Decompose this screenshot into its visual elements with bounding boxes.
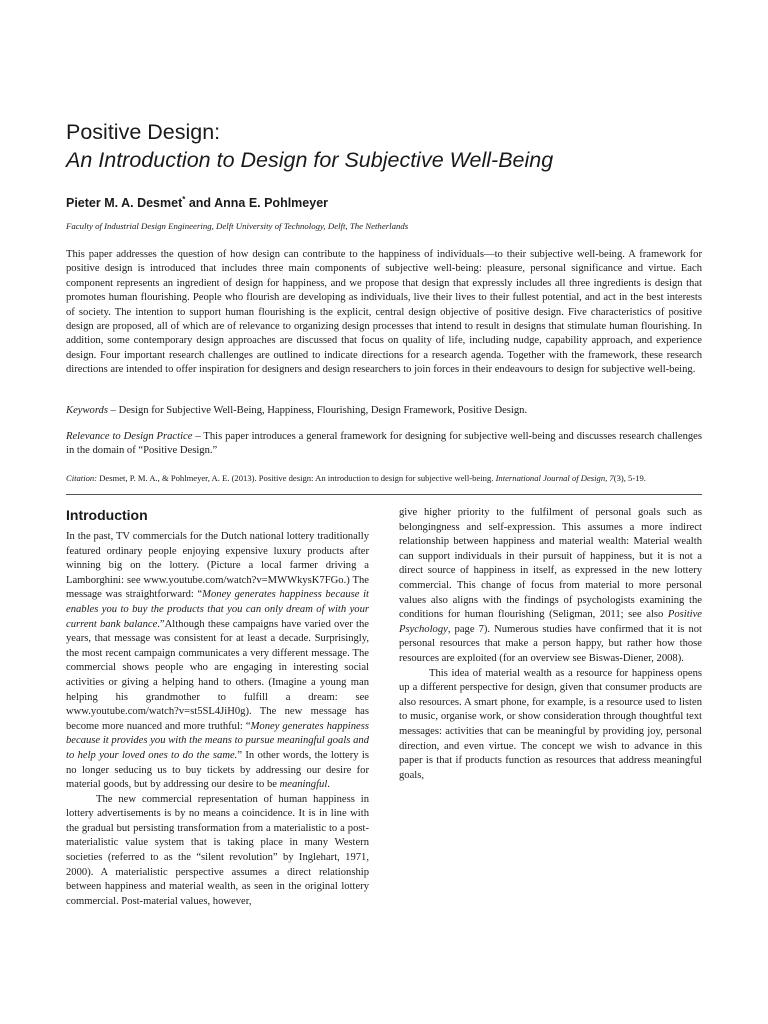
author-2: Anna E. Pohlmeyer [214, 196, 329, 211]
section-heading-introduction: Introduction [66, 507, 148, 523]
intro-p1-text-a: In the past, TV commercials for the Dutch national lottery traditionally featured ordinary people enjoying expensive luxury products after winning big on the lottery. (Picture a local farmer driving a Lamborghini: see www.youtube.com/watch?v=MWWkysK7FGo.) The message was straightforward: “ [66, 531, 369, 601]
intro-paragraph-4: This idea of material wealth as a resource for happiness opens up a different perspective for design, given that consumer products are also resources. A smart phone, for example, is a resource used to listen to music, organise work, or show consideration through thoughtful text messages: activities that can be meaningful by providing joy, personal direction, and even virtue. The concept we wish to advance in this paper is that if products function as resources that address meaningful goals, [399, 667, 702, 781]
citation-issue: (3), 5-19. [613, 473, 646, 483]
author-conjunction: and [185, 196, 215, 211]
citation-label: Citation: [66, 473, 98, 483]
intro-p3-text-c: , page 7). Numerous studies have confirmed that it is not personal resources that make a person happy, but rather how those resources are exploited (for an overview see Biswas-Diener, 2008). [399, 623, 702, 664]
author-line [66, 195, 328, 210]
intro-p1-text-c: .”Although these campaigns have varied over the years, that message was consistent for at least a decade. Surprisingly, the most recent campaign communicates a very different message. The commercial shows people who are engaging in interesting social activities or giving a helping hand to others. (Imagine a young man helping his grandmother to fulfill a dream: see www.youtube.com/watch?v=st5SL4JiH0g). The new message has become more nuanced and more truthful: “ [66, 618, 369, 732]
relevance-label: Relevance to Design Practice [66, 431, 193, 442]
abstract: This paper addresses the question of how design can contribute to the happiness of individuals—to their subjective well-being. A framework for positive design is introduced that includes three main components of subjective well-being: pleasure, personal significance and virtue. Each component represents an ingredient of design for happiness, and we propose that design that expressly includes all three ingredients is design that promotes human flourishing. People who flourish are developing as individuals, live their lives to their fullest potential, and act in the best interests of society. The intention to support human flourishing is the explicit, central design objective of positive design. Five characteristics of positive design are proposed, all of which are of relevance to organizing design processes that intend to result in designs that stimulate human flourishing. In addition, some contemporary design approaches are discussed that focus on quality of life, including nudge, capability approach, and experience design. Four important research challenges are outlined to indicate directions for a research agenda. Together with the framework, these research directions are intended to offer inspiration for designers and design researchers to join forces in their endeavours to design for subjective well-being. [66, 249, 702, 376]
intro-p1-text-e: ” In other words, the lottery is no longer seducing us to buy tickets by addressing our desire for material goods, but by addressing our desire to be [66, 749, 369, 791]
relevance-to-practice [66, 430, 702, 459]
title-block [66, 118, 716, 174]
citation [66, 472, 706, 484]
intro-paragraph-1 [66, 530, 369, 793]
intro-p1-text-g: . [327, 779, 330, 791]
citation-journal: International Journal of Design, 7 [495, 473, 614, 483]
intro-paragraph-2: The new commercial representation of human happiness in lottery advertisements is by no means a coincidence. It is in line with the gradual but persisting transformation from a materialistic to a post-materialistic value system that is taking place in many Western societies (referred to as the “silent revolution” by Inglehart, 1971, 2000). A materialistic perspective assumes a direct relationship between happiness and material wealth, as seen in the original lottery commercial. Post-material values, however, [66, 793, 369, 907]
paper-subtitle: An Introduction to Design for Subjective Well-Being [66, 148, 554, 172]
intro-p1-emphasis: meaningful [279, 779, 328, 791]
citation-text: Desmet, P. M. A., & Pohlmeyer, A. E. (2013). Positive design: An introduction to design for subjective well-being. [97, 473, 496, 483]
keywords-label: Keywords [66, 405, 108, 416]
intro-paragraph-3 [399, 506, 702, 667]
column-left [66, 506, 369, 909]
intro-p1-quote-old: Money generates happiness because it enables you to buy the products that you can only dream of with your current bank balance [66, 589, 369, 630]
keywords [66, 404, 702, 418]
keywords-text: – Design for Subjective Well-Being, Happiness, Flourishing, Design Framework, Positive Design. [107, 405, 528, 416]
intro-p3-text-a: give higher priority to the fulfilment of personal goals such as belongingness and self-expression. This assumes a more indirect relationship between happiness and material wealth: Material wealth can support individuals in their pursuit of happiness, but it is not a direct source of happiness in itself, as expressed in the new lottery commercial. This change of focus from material to more personal values also aligns with the findings of psychologists examining the conditions for human flourishing (Seligman, 2011; see also [399, 507, 702, 621]
corresponding-author-mark: * [182, 195, 186, 204]
relevance-text: – This paper introduces a general framework for designing for subjective well-being and discusses research challenges in the domain of “Positive Design.” [66, 431, 702, 457]
section-divider [66, 494, 702, 495]
column-right [399, 506, 702, 783]
author-1: Pieter M. A. Desmet [66, 196, 183, 211]
intro-p1-quote-new: Money generates happiness because it provides you with the means to pursue meaningful goals and to help your loved ones to do the same. [66, 720, 369, 761]
affiliation: Faculty of Industrial Design Engineering, Delft University of Technology, Delft, The Netherlands [66, 221, 409, 231]
intro-p3-reference: Positive Psychology [399, 609, 702, 635]
paper-title: Positive Design: [66, 120, 221, 144]
